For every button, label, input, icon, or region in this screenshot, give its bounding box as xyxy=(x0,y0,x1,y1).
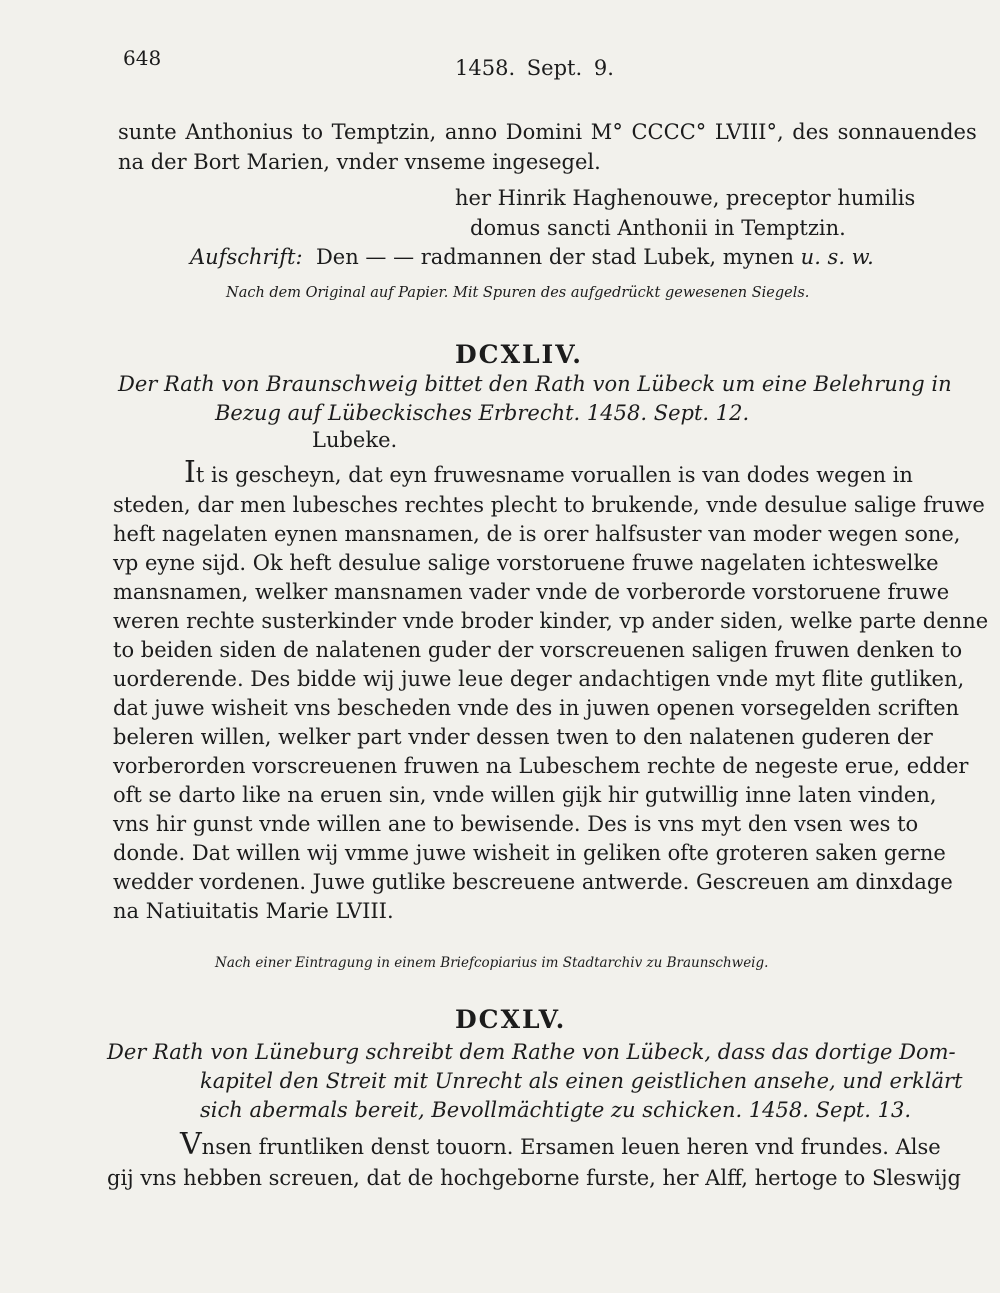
page-number: 648 xyxy=(123,46,162,70)
document-number: DCXLV. xyxy=(455,1005,567,1034)
place-line: Lubeke. xyxy=(312,428,398,452)
address-abbrev: u. s. w. xyxy=(800,245,874,269)
text-line: sunte Anthonius to Temptzin, anno Domini M° CCCC° LVIII°, des sonnauendes xyxy=(118,120,977,144)
body-line: gij vns hebben screuen, dat de hochgeborne furste, her Alff, hertoge to Sleswijg xyxy=(107,1166,961,1190)
text-line: na der Bort Marien, vnder vnseme ingesegel. xyxy=(118,150,601,174)
body-first-line xyxy=(180,1127,941,1162)
body-line: to beiden siden de nalatenen guder der vorscreuenen saligen fruwen denken to xyxy=(113,638,963,662)
body-line: oft se darto like na eruen sin, vnde willen gijk hir gutwillig inne laten vinden, xyxy=(113,783,937,807)
body-first-line-text: t is gescheyn, dat eyn fruwesname voruallen is van dodes wegen in xyxy=(195,463,913,487)
source-note: Nach einer Eintragung in einem Briefcopiarius im Stadtarchiv zu Braunschweig. xyxy=(215,955,769,971)
address-label: Aufschrift: xyxy=(190,245,303,269)
signature-line: her Hinrik Haghenouwe, preceptor humilis xyxy=(455,186,916,210)
body-line: steden, dar men lubesches rechtes plecht to brukende, vnde desulue salige fruwe xyxy=(113,493,985,517)
document-heading-line: Bezug auf Lübeckisches Erbrecht. 1458. Sept. 12. xyxy=(215,401,750,425)
body-first-line xyxy=(184,455,913,490)
body-line: beleren willen, welker part vnder dessen twen to den nalatenen guderen der xyxy=(113,725,933,749)
body-line: uorderende. Des bidde wij juwe leue deger andachtigen vnde myt flite gutliken, xyxy=(113,667,965,691)
address-text: Den — — radmannen der stad Lubek, mynen xyxy=(315,245,794,269)
document-number: DCXLIV. xyxy=(455,340,583,369)
body-line: na Natiuitatis Marie LVIII. xyxy=(113,899,394,923)
drop-initial: I xyxy=(184,455,196,490)
body-line: vorberorden vorscreuenen fruwen na Lubeschem rechte de negeste erue, edder xyxy=(113,754,969,778)
signature-line: domus sancti Anthonii in Temptzin. xyxy=(470,216,846,240)
document-heading-line: Der Rath von Lüneburg schreibt dem Rathe von Lübeck, dass das dortige Dom- xyxy=(107,1040,956,1064)
source-note: Nach dem Original auf Papier. Mit Spuren des aufgedrückt gewesenen Siegels. xyxy=(226,285,810,301)
body-line: mansnamen, welker mansnamen vader vnde de vorberorde vorstoruene fruwe xyxy=(113,580,950,604)
document-heading-line: Der Rath von Braunschweig bittet den Rath von Lübeck um eine Belehrung in xyxy=(118,372,952,396)
body-line: vns hir gunst vnde willen ane to bewisende. Des is vns myt den vsen wes to xyxy=(113,812,919,836)
body-line: donde. Dat willen wij vmme juwe wisheit in geliken ofte groteren saken gerne xyxy=(113,841,946,865)
document-heading-line: kapitel den Streit mit Unrecht als einen geistlichen ansehe, und erklärt xyxy=(200,1069,963,1093)
address-line xyxy=(190,245,874,269)
drop-initial: V xyxy=(180,1127,202,1162)
running-head: 1458. Sept. 9. xyxy=(455,56,614,80)
body-first-line-text: nsen fruntliken denst touorn. Ersamen leuen heren vnd frundes. Alse xyxy=(201,1135,941,1159)
document-heading-line: sich abermals bereit, Bevollmächtigte zu schicken. 1458. Sept. 13. xyxy=(200,1098,912,1122)
body-line: weren rechte susterkinder vnde broder kinder, vp ander siden, welke parte denne xyxy=(113,609,989,633)
body-line: vp eyne sijd. Ok heft desulue salige vorstoruene fruwe nagelaten ichteswelke xyxy=(113,551,939,575)
body-line: heft nagelaten eynen mansnamen, de is orer halfsuster van moder wegen sone, xyxy=(113,522,961,546)
body-line: wedder vordenen. Juwe gutlike bescreuene antwerde. Gescreuen am dinxdage xyxy=(113,870,953,894)
body-line: dat juwe wisheit vns bescheden vnde des in juwen openen vorsegelden scriften xyxy=(113,696,960,720)
